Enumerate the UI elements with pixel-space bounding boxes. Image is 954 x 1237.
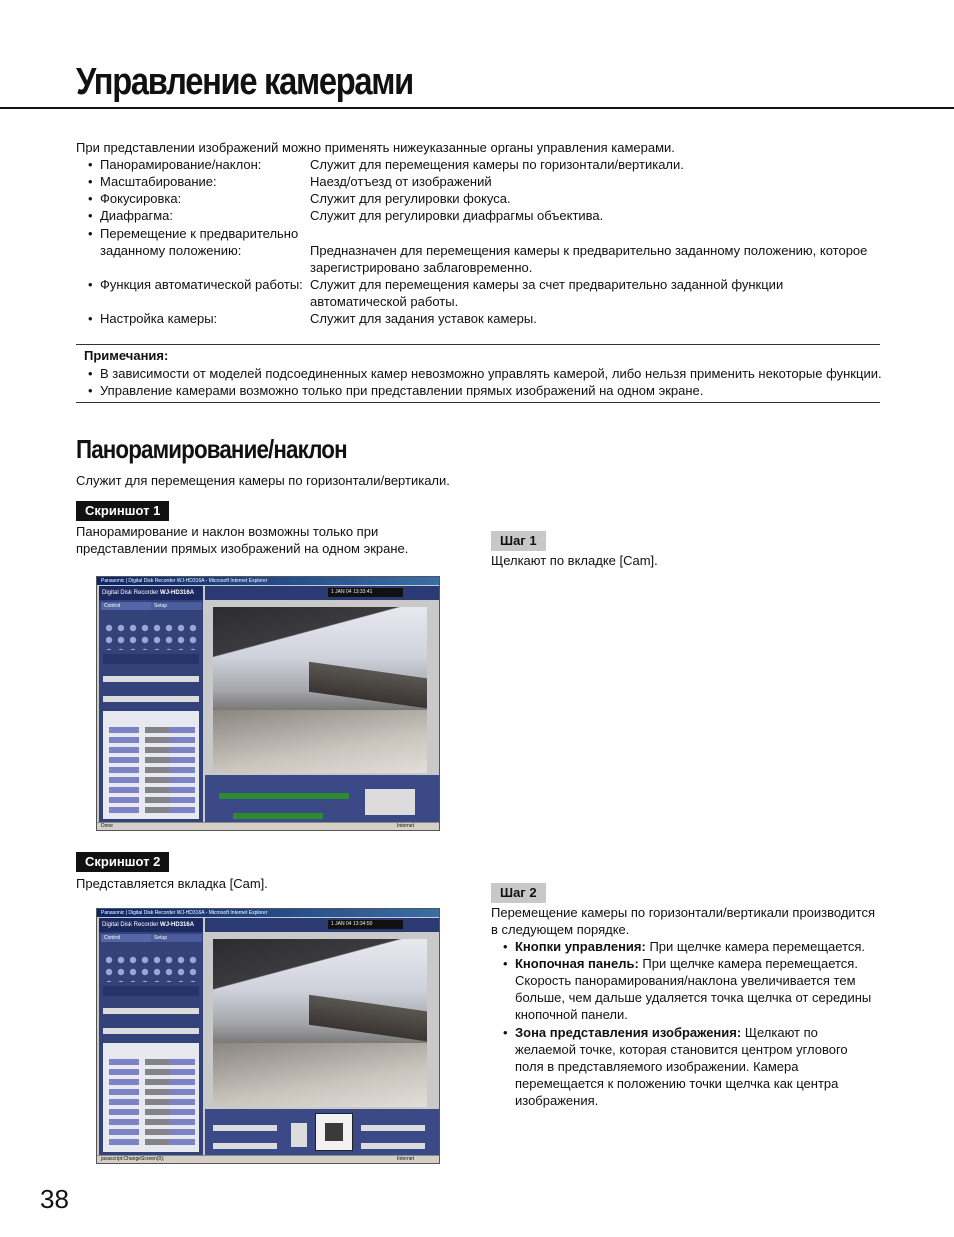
pan-tilt-keypad [315,1113,353,1151]
step-1-tag: Шаг 1 [491,531,546,551]
camera-select-buttons [103,622,199,650]
browser-title-bar: Panasonic | Digital Disk Recorder WJ-HD316A - Microsoft Internet Explorer [97,909,439,917]
section-title: Панорамирование/наклон [76,434,347,464]
notes-heading: Примечания: [84,348,169,363]
model-label: WJ-HD316A [160,590,195,596]
log-row [103,1028,199,1034]
date-display: 1 JAN 04 13:33:41 [328,588,403,597]
section-subtitle: Служит для перемещения камеры по горизонтали/вертикали. [76,473,450,488]
event-list [103,1043,199,1152]
step-2-text-line2: в следующем порядке. [491,922,630,937]
step-2-text-line1: Перемещение камеры по горизонтали/вертикали производится [491,905,876,920]
title-rule [0,107,954,109]
playback-panel [205,775,439,822]
tab-control: Control [101,934,152,942]
step-1-text: Щелкают по вкладке [Cam]. [491,553,658,568]
camera-image [213,607,427,773]
multiscreen-row [103,986,199,996]
log-row [103,696,199,702]
tab-setup: Setup [151,602,202,610]
browser-title-bar: Panasonic | Digital Disk Recorder WJ-HD316A - Microsoft Internet Explorer [97,577,439,585]
tab-setup: Setup [151,934,202,942]
event-list [103,711,199,819]
screenshot-2-image [96,908,440,1164]
screenshot-2-text: Представляется вкладка [Cam]. [76,876,268,891]
control-panel: Digital Disk Recorder WJ-HD316A Control Setup [99,918,203,1155]
camera-select-buttons [103,954,199,982]
search-row [103,676,199,682]
step-2-tag: Шаг 2 [491,883,546,903]
tab-control: Control [101,602,152,610]
date-display: 1 JAN 04 13:34:50 [328,920,403,929]
status-bar: Done Internet [97,822,439,830]
model-label: WJ-HD316A [160,922,195,928]
camera-image [213,939,427,1107]
intro-text: При представлении изображений можно применять нижеуказанные органы управления камерами. [76,140,675,155]
step-2-item: • Кнопочная панель: При щелчке камера перемещается. Скорость панорамирования/наклона увеличивается тем больше, чем дальше удаляется точка щелчка от середины кнопочной панели. [503,956,872,1022]
camera-control-panel [205,1109,439,1155]
notes-bottom-rule [76,402,880,403]
screenshot-1-text-line2: представлении прямых изображений на одном экране. [76,541,409,556]
screenshot-2-tag: Скриншот 2 [76,852,169,872]
search-row [103,1008,199,1014]
control-panel: Digital Disk Recorder WJ-HD316A Control Setup [99,586,203,822]
screenshot-1-text-line1: Панорамирование и наклон возможны только при [76,524,379,539]
step-2-item: • Кнопки управления: При щелчке камера перемещается. [503,939,866,954]
top-bar [205,586,439,600]
screenshot-1-tag: Скриншот 1 [76,501,169,521]
status-bar: javascript:ChangeScreen(0); Internet [97,1155,439,1163]
screenshot-1-image [96,576,440,831]
step-2-item: • Зона представления изображения: Щелкают по желаемой точке, которая становится центром углового поля в представляемого изображении. Камера перемещается к положению точки щелчка как центра изображения. [503,1025,848,1108]
top-bar [205,918,439,932]
page-title: Управление камерами [76,61,413,103]
multiscreen-row [103,654,199,664]
notes-top-rule [76,344,880,345]
page-number: 38 [40,1184,69,1214]
